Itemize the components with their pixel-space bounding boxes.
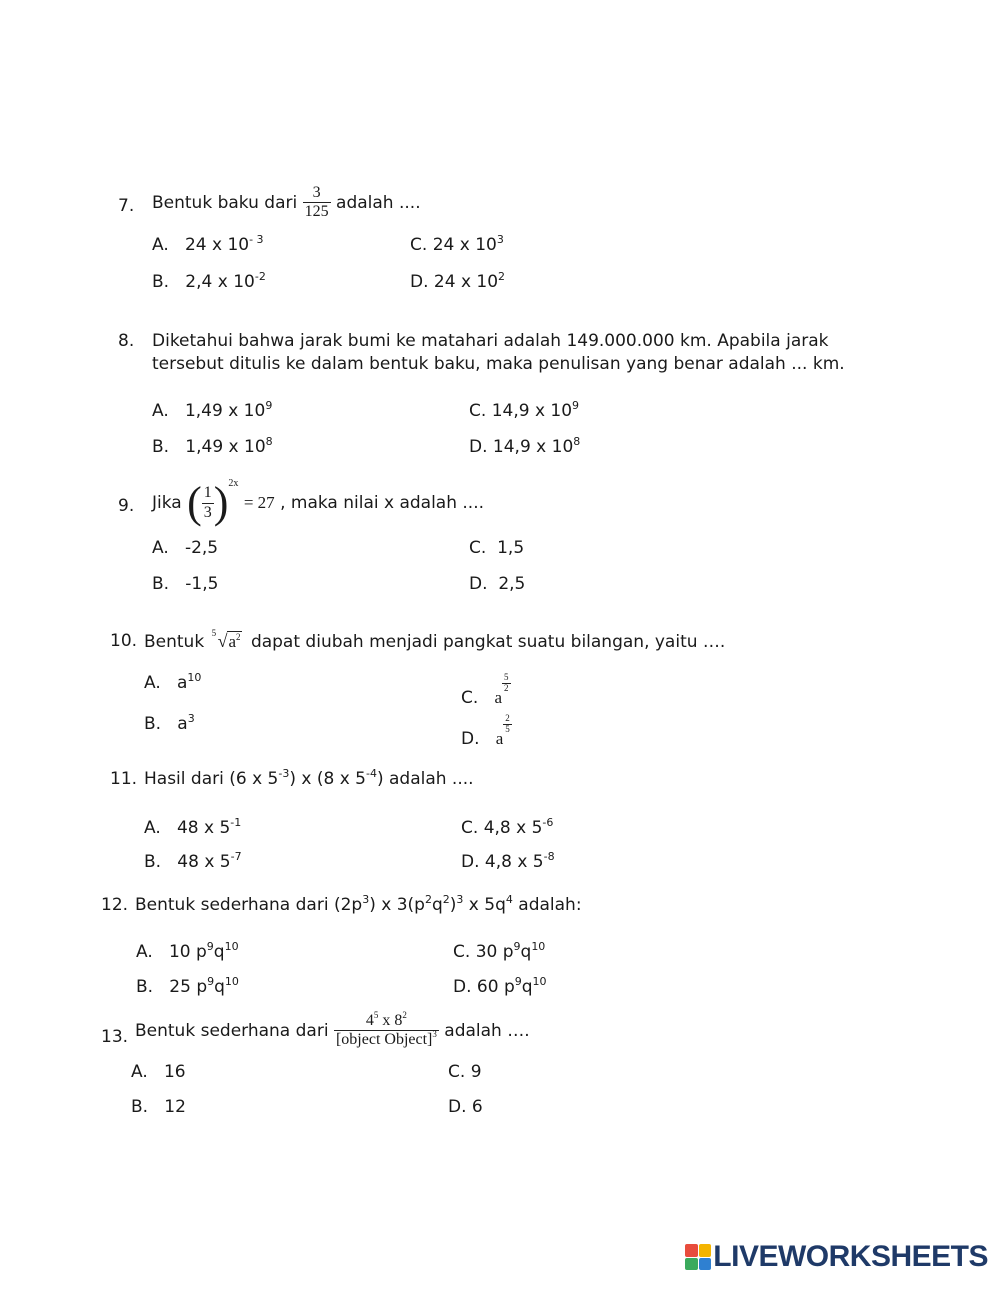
option-10d[interactable]: D. a $\frac{2}{5}$ bbox=[461, 713, 510, 749]
question-11-text: Hasil dari (6 x $5^{-3}$) x (8 x $5^{-4}$) adalah .... bbox=[144, 767, 474, 789]
question-9-suffix: , maka nilai x adalah .... bbox=[280, 493, 485, 513]
option-10b[interactable]: B. $a^3$ bbox=[144, 712, 195, 734]
option-9c[interactable]: C. 1,5 bbox=[469, 538, 525, 558]
question-13-suffix: adalah …. bbox=[444, 1020, 530, 1041]
fifth-root: 5 $√a^2$ bbox=[211, 628, 241, 651]
option-9b[interactable]: B. -1,5 bbox=[152, 574, 219, 594]
option-12a[interactable]: A. 10 $p^9q^{10}$ bbox=[136, 940, 239, 962]
option-7a[interactable]: A. 24 x $10^{- 3}$ bbox=[152, 233, 264, 255]
question-13-number: 13. bbox=[101, 1027, 129, 1047]
base: a bbox=[494, 687, 503, 707]
paren-left: ( bbox=[187, 478, 202, 527]
radicand: a bbox=[228, 632, 237, 651]
option-7c[interactable]: C. 24 x $10^3$ bbox=[410, 233, 504, 255]
question-7-suffix: adalah .... bbox=[336, 192, 421, 213]
fractional-exponent: $\frac{5}{2}$ bbox=[504, 672, 509, 693]
option-7b[interactable]: B. 2,4 x $10^{-2}$ bbox=[152, 270, 266, 292]
option-13c[interactable]: C. 9 bbox=[448, 1062, 482, 1082]
fraction-numerator: 1 bbox=[203, 484, 212, 502]
option-12c[interactable]: C. 30 $p^9q^{10}$ bbox=[453, 940, 546, 962]
fractional-exponent: $\frac{2}{5}$ bbox=[505, 713, 510, 734]
question-8-line-2: tersebut ditulis ke dalam bentuk baku, maka penulisan yang benar adalah ... km. bbox=[152, 354, 845, 374]
question-10-number: 10. bbox=[110, 631, 138, 651]
equation-rhs: = 27 bbox=[243, 493, 275, 512]
question-8-line-1: Diketahui bahwa jarak bumi ke matahari adalah 149.000.000 km. Apabila jarak bbox=[152, 331, 829, 351]
question-8-number: 8. bbox=[118, 331, 135, 351]
question-9-prefix: Jika bbox=[152, 493, 182, 513]
option-8b[interactable]: B. 1,49 x $10^8$ bbox=[152, 435, 273, 457]
question-9-text bbox=[152, 478, 484, 525]
logo-wordmark: LIVEWORKSHEETS bbox=[713, 1240, 988, 1273]
root-index: 5 bbox=[211, 628, 217, 638]
exponent: 2x bbox=[228, 478, 239, 489]
option-8a[interactable]: A. 1,49 x $10^9$ bbox=[152, 399, 273, 421]
option-7d[interactable]: D. 24 x $10^2$ bbox=[410, 270, 506, 292]
question-13-text bbox=[135, 1012, 530, 1050]
paren-right: ) bbox=[213, 478, 229, 527]
option-10c[interactable]: C. a $\frac{5}{2}$ bbox=[461, 672, 509, 708]
question-7-number: 7. bbox=[118, 196, 135, 216]
option-13a[interactable]: A. 16 bbox=[131, 1062, 186, 1082]
fraction-denominator: [object Object]$^3$ bbox=[335, 1029, 437, 1049]
liveworksheets-logo bbox=[685, 1241, 988, 1273]
question-11-number: 11. bbox=[110, 769, 138, 789]
question-10-suffix: dapat diubah menjadi pangkat suatu bilangan, yaitu …. bbox=[250, 632, 726, 652]
question-10-text bbox=[144, 628, 726, 652]
option-11c[interactable]: C. 4,8 x $5^{-6}$ bbox=[461, 816, 554, 838]
option-11b[interactable]: B. 48 x $5^{-7}$ bbox=[144, 850, 242, 872]
question-12-text: Bentuk sederhana dari $(2p^3)$ x $3(p^2q^2)^3$ x $5q^4$ adalah: bbox=[135, 893, 582, 915]
fraction bbox=[334, 1012, 439, 1050]
option-10a[interactable]: A. $a^{10}$ bbox=[144, 671, 202, 693]
option-9a[interactable]: A. -2,5 bbox=[152, 538, 219, 558]
fraction-denominator: 125 bbox=[304, 203, 329, 221]
option-8d[interactable]: D. 14,9 x $10^8$ bbox=[469, 435, 581, 457]
base: a bbox=[495, 728, 504, 748]
question-7-prefix: Bentuk baku dari bbox=[152, 192, 298, 213]
fraction bbox=[303, 184, 331, 222]
fraction-numerator: $4^5$ x $8^2$ bbox=[365, 1010, 407, 1029]
option-11d[interactable]: D. 4,8 x $5^{-8}$ bbox=[461, 850, 555, 872]
question-10-prefix: Bentuk bbox=[144, 632, 205, 652]
fraction bbox=[202, 484, 214, 522]
option-9d[interactable]: D. 2,5 bbox=[469, 574, 526, 594]
option-11a[interactable]: A. 48 x $5^{-1}$ bbox=[144, 816, 242, 838]
option-13b[interactable]: B. 12 bbox=[131, 1097, 186, 1117]
option-8c[interactable]: C. 14,9 x $10^9$ bbox=[469, 399, 580, 421]
question-13-prefix: Bentuk sederhana dari bbox=[135, 1020, 329, 1041]
radicand-exponent: 2 bbox=[236, 632, 241, 642]
option-13d[interactable]: D. 6 bbox=[448, 1097, 483, 1117]
fraction-denominator: 3 bbox=[203, 503, 212, 521]
question-7-text bbox=[152, 184, 421, 222]
fraction-numerator: 3 bbox=[312, 184, 321, 201]
option-12d[interactable]: D. 60 $p^9q^{10}$ bbox=[453, 975, 547, 997]
logo-mark-icon bbox=[685, 1244, 711, 1270]
question-9-number: 9. bbox=[118, 496, 135, 516]
question-12-number: 12. bbox=[101, 895, 129, 915]
option-12b[interactable]: B. 25 $p^9q^{10}$ bbox=[136, 975, 239, 997]
